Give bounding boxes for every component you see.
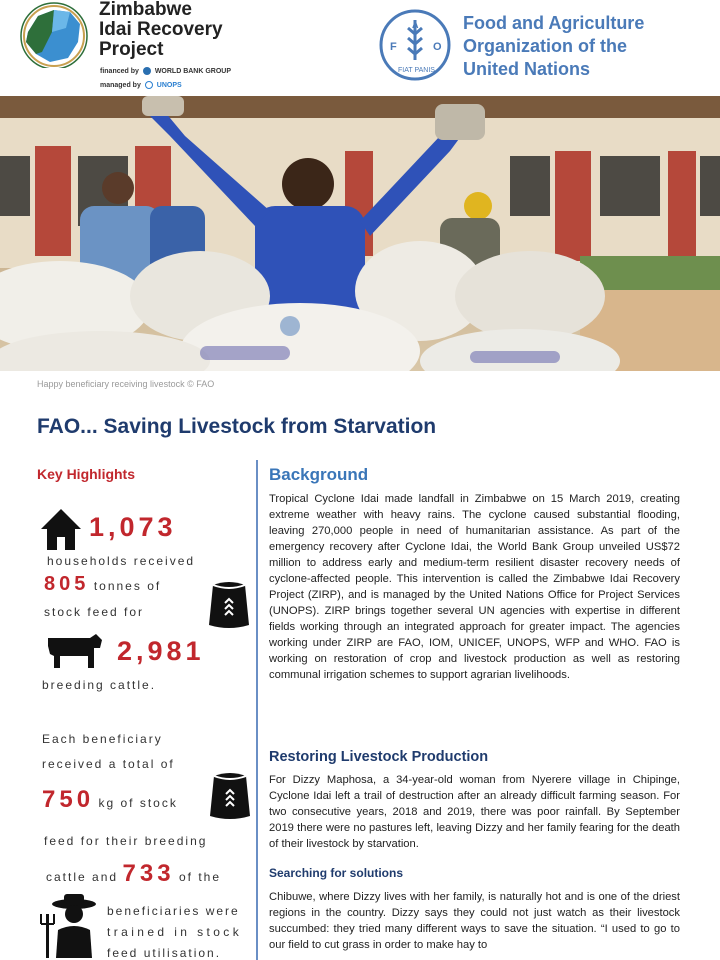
households-text: households received xyxy=(47,554,196,568)
feed-bag-icon xyxy=(207,579,251,631)
zirp-title-line-2: Idai Recovery xyxy=(99,19,223,40)
managed-by xyxy=(100,81,182,89)
hero-photo xyxy=(0,96,720,371)
tonnes-number: 805 xyxy=(44,573,90,595)
zimbabwe-map-icon xyxy=(14,2,94,68)
farmer-icon xyxy=(40,892,98,958)
feed-bag-icon xyxy=(208,770,252,822)
house-icon xyxy=(40,507,82,551)
fao-name-line-3: United Nations xyxy=(463,59,591,79)
fao-logo-icon xyxy=(378,8,452,82)
tonnes-line xyxy=(44,573,161,596)
beneficiaries-line xyxy=(46,860,221,888)
tonnes-text: tonnes of xyxy=(93,579,162,593)
svg-text:A: A xyxy=(412,20,419,30)
background-heading: Background xyxy=(269,465,369,484)
header xyxy=(0,0,720,96)
financed-by-label: financed by xyxy=(100,67,139,75)
stock-feed-for-text: stock feed for xyxy=(44,605,145,619)
cattle-and-text: cattle and xyxy=(46,870,119,884)
searching-text: Chibuwe, where Dizzy lives with her family, is naturally hot and is one of the driest regions in the country. Dizzy says they could not just watch as their livestock succumbed: they tried many different ways to save the situation. “I used to go to our field to cut grass in order to make hay to xyxy=(269,891,680,951)
world-bank-label: WORLD BANK GROUP xyxy=(154,67,232,75)
kg-text: kg of stock xyxy=(98,796,178,810)
svg-text:FIAT PANIS: FIAT PANIS xyxy=(398,67,435,74)
financed-by xyxy=(100,67,231,75)
key-highlights-panel xyxy=(37,460,255,960)
key-highlights-title: Key Highlights xyxy=(37,466,136,482)
zirp-title-line-3: Project xyxy=(99,39,164,60)
beneficiaries-number: 733 xyxy=(122,860,175,887)
each-beneficiary-text: Each beneficiary xyxy=(42,732,163,746)
feed-utilisation-text: feed utilisation. xyxy=(107,946,222,960)
of-the-text: of the xyxy=(179,870,222,884)
beneficiaries-were-text: beneficiaries were xyxy=(107,904,240,918)
restoring-heading: Restoring Livestock Production xyxy=(269,749,489,765)
zirp-title-line-1: Zimbabwe xyxy=(99,0,192,20)
cow-icon xyxy=(44,632,104,670)
trained-in-text: trained in stock xyxy=(107,925,243,939)
unops-label: UNOPS xyxy=(156,81,182,89)
managed-by-label: managed by xyxy=(100,81,141,89)
fao-name-line-2: Organization of the xyxy=(463,36,627,56)
cattle-text: breeding cattle. xyxy=(42,678,157,692)
received-total-text: received a total of xyxy=(42,757,175,771)
kg-line xyxy=(42,786,178,814)
background-text: Tropical Cyclone Idai made landfall in Zimbabwe on 15 March 2019, creating extreme weather with heavy rains. The cyclone caused substantial flooding, leaving 270,000 people in need of humanitarian assistance. As part of the emergency recovery after Cyclone Idai, the World Bank Group unveiled US$72 million to address early and medium-term resilient disaster recovery needs of cyclone-affected people. This intervention is called the Zimbabwe Idai Recovery Project (ZIRP), and is managed by the United Nations Office for Project Services (UNOPS). ZIRP brings together several UN agencies with expertise in different fields working through an integrated approach for greater impact. The agencies working under ZIRP are FAO, IOM, UNICEF, UNOPS, WFP and WHO. FAO is working on restoration of crop and livestock production as well as restoring communal irrigation schemes to support agrarian livelihoods. xyxy=(269,493,680,681)
restoring-text: For Dizzy Maphosa, a 34-year-old woman from Nyerere village in Chipinge, Cyclone Idai left a trail of destruction after an already difficult farming season. For two consecutive years, 2018 and 2019, there was poor rainfall. By September 2019 there were no pastures left, leaving Dizzy and her family fearing for the death of their livestock by starvation. xyxy=(269,774,680,850)
column-divider xyxy=(256,460,258,960)
world-bank-icon xyxy=(143,67,151,75)
searching-heading: Searching for solutions xyxy=(269,866,404,880)
svg-text:F: F xyxy=(390,41,397,53)
page-title: FAO... Saving Livestock from Starvation xyxy=(37,415,437,438)
hero-photo-illustration xyxy=(0,96,720,371)
fao-name-line-1: Food and Agriculture xyxy=(463,13,645,33)
households-number: 1,073 xyxy=(89,512,177,542)
cattle-number: 2,981 xyxy=(117,636,205,666)
kg-number: 750 xyxy=(42,786,95,813)
feed-for-text: feed for their breeding xyxy=(44,834,208,848)
fao-name xyxy=(463,12,644,81)
svg-text:O: O xyxy=(433,41,442,53)
zirp-title xyxy=(99,0,223,60)
photo-caption: Happy beneficiary receiving livestock © FAO xyxy=(37,379,215,389)
unops-icon xyxy=(145,81,153,89)
